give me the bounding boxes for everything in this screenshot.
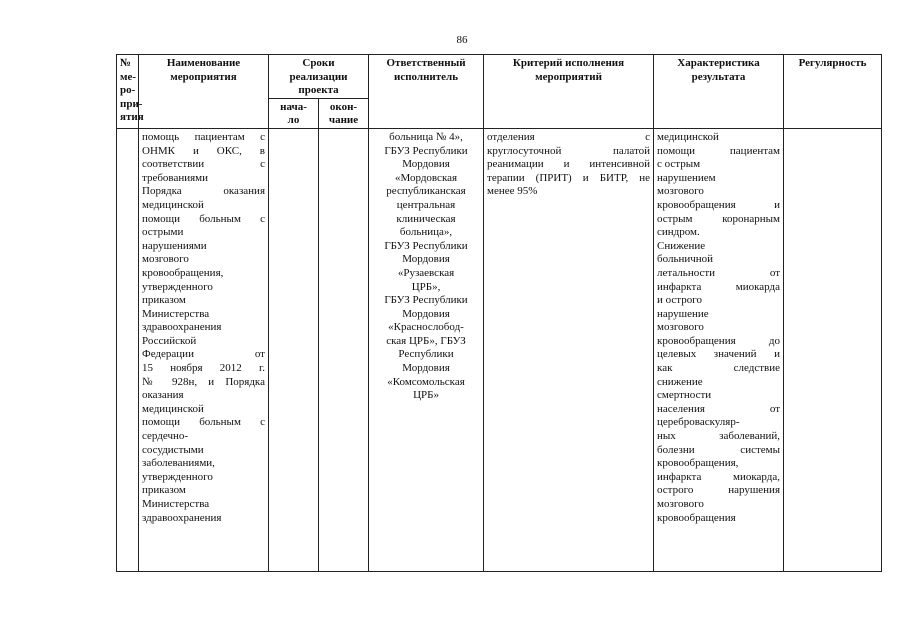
header-result-line: Характеристика — [677, 57, 760, 69]
cell-result — [654, 128, 784, 571]
result-line: помощи пациентам — [657, 144, 781, 157]
header-number-line: при- — [120, 97, 143, 110]
table-row — [117, 128, 882, 571]
executor-line: Мордовия — [402, 158, 450, 171]
activity-name-line: соответствии с — [142, 158, 265, 171]
header-number-line: № — [120, 57, 132, 69]
cell-number — [117, 128, 139, 571]
header-result — [654, 55, 784, 129]
result-line: как следствие — [657, 362, 781, 375]
executor-line: Мордовия — [402, 307, 450, 320]
result-line: ных заболеваний, — [657, 430, 781, 443]
executor-line: «Рузаевская — [397, 266, 455, 279]
header-end — [319, 98, 369, 128]
header-activity-number — [117, 55, 144, 129]
header-end-line: окон- — [329, 100, 358, 113]
activity-name-line: острыми — [142, 226, 184, 239]
activity-name-line: приказом — [142, 294, 186, 307]
result-line: населения от — [657, 402, 781, 415]
activity-name-line: утвержденного — [142, 470, 213, 483]
activity-name-line: сосудистыми — [142, 443, 204, 456]
activity-name-line: здравоохранения — [142, 321, 222, 334]
page-number: 86 — [456, 34, 468, 46]
executor-line: республиканская — [386, 185, 466, 198]
result-line: кровообращения, — [657, 457, 739, 470]
result-line: кровообращения — [657, 511, 736, 524]
result-line: острого нарушения — [657, 484, 781, 497]
result-line: кровообращения до — [657, 334, 781, 347]
header-result-line: результата — [691, 70, 746, 83]
result-line: кровообращения и — [657, 198, 781, 211]
activity-name-line: Порядка оказания — [142, 185, 265, 198]
executor-line: Республики — [398, 348, 454, 361]
cell-responsible-executor — [369, 128, 484, 571]
header-terms-line: Сроки — [302, 57, 335, 69]
header-criterion-line: Критерий исполнения — [512, 57, 625, 69]
activity-name-line: помощь пациентам с — [142, 130, 265, 143]
executor-line: ская ЦРБ», ГБУЗ — [386, 334, 466, 347]
cell-activity-name — [139, 128, 269, 571]
cell-criterion — [484, 128, 654, 571]
header-number-line: ро- — [120, 84, 136, 97]
header-criterion-line: мероприятий — [535, 70, 602, 83]
result-line: медицинской — [657, 130, 719, 143]
header-project-terms — [269, 55, 369, 99]
activity-name-line: помощи больным с — [142, 212, 265, 225]
executor-line: больница № 4», — [389, 130, 463, 143]
header-start — [269, 98, 319, 128]
activity-name-line: заболеваниями, — [142, 457, 215, 470]
activities-table — [116, 54, 882, 572]
result-line: синдром. — [657, 226, 700, 239]
header-number-line: ме- — [120, 70, 137, 83]
activity-name-line: нарушениями — [142, 239, 207, 252]
header-name-line: мероприятия — [170, 70, 237, 83]
criterion-line: менее 95% — [487, 185, 538, 198]
criterion-line: круглосуточной палатой — [487, 144, 651, 157]
executor-line: ГБУЗ Республики — [384, 239, 468, 252]
activity-name-line: Министерства — [142, 498, 210, 510]
executor-line: «Мордовская — [394, 171, 458, 184]
executor-line: ЦРБ» — [413, 389, 439, 402]
header-end-line: чание — [328, 114, 359, 127]
activity-name-line: мозгового — [142, 253, 189, 266]
header-responsible-executor — [369, 55, 484, 129]
result-line: с острым — [657, 158, 701, 171]
result-line: больничной — [657, 253, 714, 266]
result-line: нарушение — [657, 307, 709, 320]
header-number-line: ятия — [120, 111, 144, 124]
result-line: целевых значений и — [657, 348, 781, 361]
result-line: острым коронарным — [657, 212, 781, 225]
result-line: болезни системы — [657, 443, 781, 456]
criterion-line: реанимации и интенсивной — [487, 158, 651, 171]
activity-name-line: сердечно- — [142, 430, 189, 443]
executor-line: клиническая — [396, 212, 456, 225]
result-line: летальности от — [657, 266, 781, 279]
result-line: мозгового — [657, 498, 704, 510]
header-executor-line: Ответственный — [386, 57, 466, 69]
activity-name-line: медицинской — [142, 198, 204, 211]
cell-start — [269, 128, 319, 571]
cell-end — [319, 128, 369, 571]
activity-name-line: ОНМК и ОКС, в — [142, 144, 265, 157]
executor-line: ГБУЗ Республики — [384, 144, 468, 157]
executor-line: ЦРБ», — [411, 280, 441, 293]
executor-line: больница», — [399, 226, 453, 239]
header-start-line: ло — [287, 114, 300, 127]
activity-name-line: кровообращения, — [142, 266, 224, 279]
header-activity-name — [139, 55, 269, 129]
activity-name-line: приказом — [142, 484, 186, 497]
cell-regularity — [784, 128, 882, 571]
executor-line: Мордовия — [402, 362, 450, 375]
activity-name-line: № 928н, и Порядка — [142, 375, 265, 388]
activity-name-line: 15 ноября 2012 г. — [142, 362, 265, 375]
executor-line: Мордовия — [402, 253, 450, 266]
header-name-line: Наименование — [166, 57, 241, 69]
activity-name-line: утвержденного — [142, 280, 213, 293]
activity-name-line: здравоохранения — [142, 511, 222, 524]
activity-name-line: требованиями — [142, 171, 209, 184]
criterion-line: терапии (ПРИТ) и БИТР, не — [487, 171, 651, 184]
header-criterion — [484, 55, 654, 129]
activity-name-line: Российской — [142, 334, 197, 347]
executor-line: «Комсомольская — [387, 375, 465, 388]
executor-line: центральная — [396, 198, 456, 211]
activity-name-line: Федерации от — [142, 348, 265, 361]
executor-line: ГБУЗ Республики — [384, 294, 468, 307]
result-line: цереброваскуляр- — [657, 416, 740, 429]
result-line: и острого — [657, 294, 702, 307]
activity-name-line: помощи больным с — [142, 416, 265, 429]
activity-name-line: медицинской — [142, 402, 204, 415]
header-executor-line: исполнитель — [393, 70, 459, 83]
header-start-line: нача- — [280, 100, 307, 113]
executor-line: «Краснослобод- — [388, 321, 464, 334]
result-line: инфаркта миокарда — [657, 280, 781, 293]
header-terms-line: проекта — [298, 84, 339, 97]
activity-name-line: оказания — [142, 389, 184, 402]
result-line: мозгового — [657, 321, 704, 334]
result-line: нарушением — [657, 171, 716, 184]
result-line: снижение — [657, 375, 703, 388]
result-line: инфаркта миокарда, — [657, 470, 781, 483]
criterion-line: отделения с — [487, 130, 651, 143]
result-line: Снижение — [657, 239, 706, 252]
header-regularity: Регулярность — [784, 55, 882, 129]
result-line: мозгового — [657, 185, 704, 198]
activity-name-line: Министерства — [142, 307, 210, 320]
header-terms-line: реализации — [289, 70, 348, 83]
result-line: смертности — [657, 389, 712, 402]
